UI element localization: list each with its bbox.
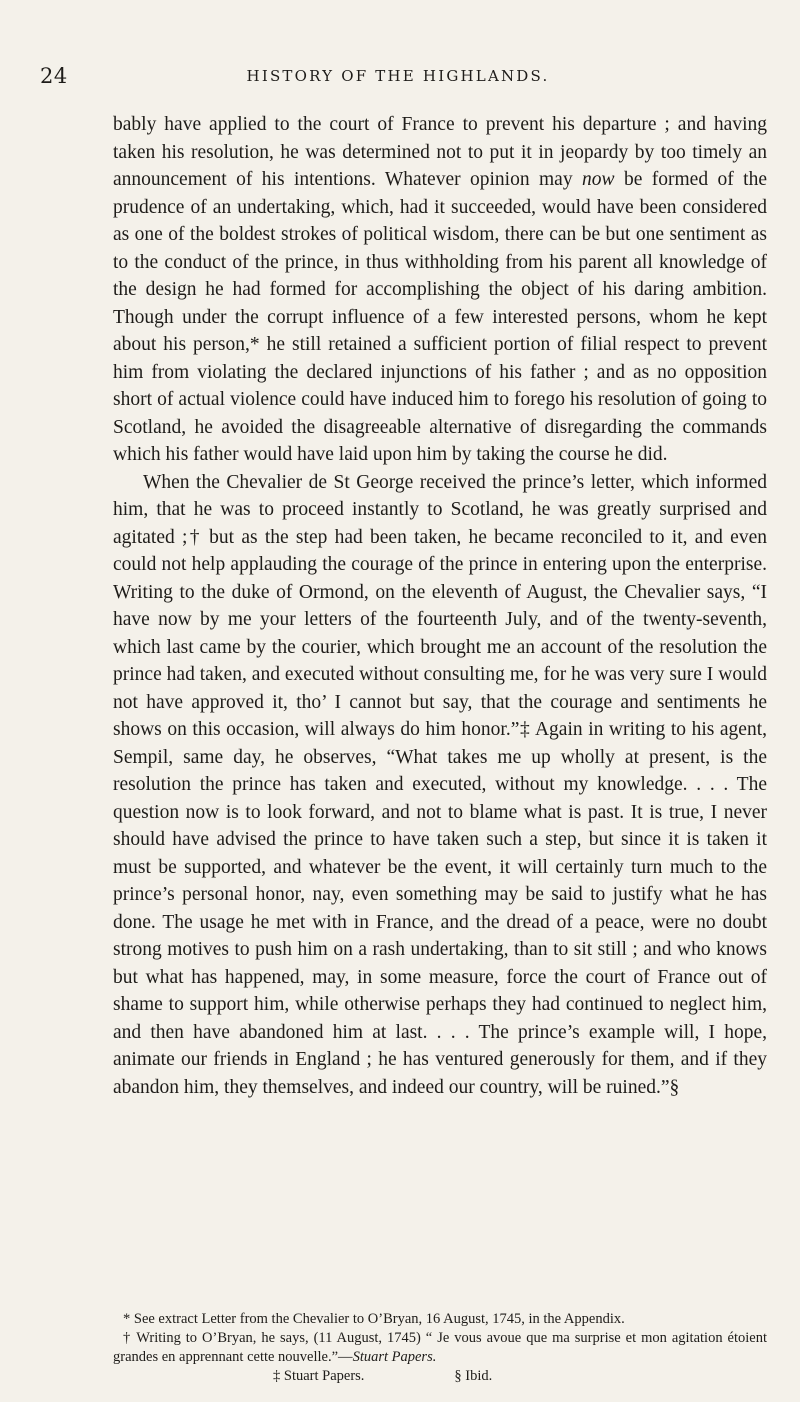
footnote-2 [113, 1329, 767, 1367]
footnote-3: ‡ Stuart Papers. [273, 1368, 365, 1384]
footnotes [113, 1310, 767, 1386]
footnote-1: * See extract Letter from the Chevalier to O’Bryan, 16 August, 1745, in the Appendix. [123, 1311, 625, 1327]
paragraph-1-part-a: bably have applied to the court of France to prevent his departure ; and having taken his resolution, he was determined not to put it in jeopardy by too timely an announcement of his intentions. Whatever opinion may [113, 114, 767, 190]
paragraph-1-part-b: be formed of the prudence of an undertaking, which, had it succeeded, would have been considered as one of the boldest strokes of political wisdom, there can be but one sentiment as to the conduct of the prince, in thus withholding from his parent all knowledge of the design he had formed for accomplishing the object of his daring ambition. Though under the corrupt influence of a few interested persons, whom he kept about his person,* he still retained a sufficient portion of filial respect to prevent him from violating the declared injunctions of his father ; and as no opposition short of actual violence could have induced him to forego his resolution of going to Scotland, he avoided the disagreeable alternative of disregarding the commands which his father would have laid upon him by taking the course he did. [113, 169, 767, 465]
body-text [113, 111, 767, 1101]
paragraph-1-emphasis: now [582, 169, 615, 190]
paragraph-2: When the Chevalier de St George received the prince’s letter, which informed him, that he was to proceed instantly to Scotland, he was greatly surprised and agitated ;† but as the step had been taken, he became reconciled to it, and even could not help applauding the courage of the prince in entering upon the enterprise. Writing to the duke of Ormond, on the eleventh of August, the Chevalier says, “I have now by me your letters of the fourteenth July, and of the twenty-seventh, which last came by the courier, which brought me an account of the resolution the prince had taken, and executed without consulting me, for he was very sure I would not have approved it, tho’ I cannot but say, that the courage and sentiments he shows on this occasion, will always do him honor.”‡ Again in writing to his agent, Sempil, same day, he observes, “What takes me up wholly at present, is the resolution the prince has taken and executed, without my knowledge. . . . The question now is to look forward, and not to blame what is past. It is true, I never should have advised the prince to have taken such a step, but since it is taken it must be supported, and whatever be the event, it will certainly turn much to the prince’s personal honor, nay, even something may be said to justify what he has done. The usage he met with in France, and the dread of a peace, were no doubt strong motives to push him on a rash undertaking, than to sit still ; and who knows but what has happened, may, in some measure, force the court of France out of shame to support him, while otherwise perhaps they had continued to neglect him, and then have abandoned him at last. . . . The prince’s example will, I hope, animate our friends in England ; he has ventured generously for them, and if they abandon him, they themselves, and indeed our country, will be ruined.”§ [113, 471, 767, 1098]
footnote-2-text: † Writing to O’Bryan, he says, (11 August, 1745) “ Je vous avoue que ma surprise et mon agitation étoient grandes en apprennant cette nouvelle.”— [113, 1330, 767, 1365]
running-title: HISTORY OF THE HIGHLANDS. [246, 67, 550, 85]
footnote-2-source: Stuart Papers. [352, 1349, 437, 1365]
footnote-4: § Ibid. [454, 1368, 493, 1384]
page-number: 24 [40, 64, 68, 88]
paragraph-1 [113, 111, 767, 469]
footnote-3-4 [113, 1367, 767, 1386]
running-head [40, 64, 756, 94]
